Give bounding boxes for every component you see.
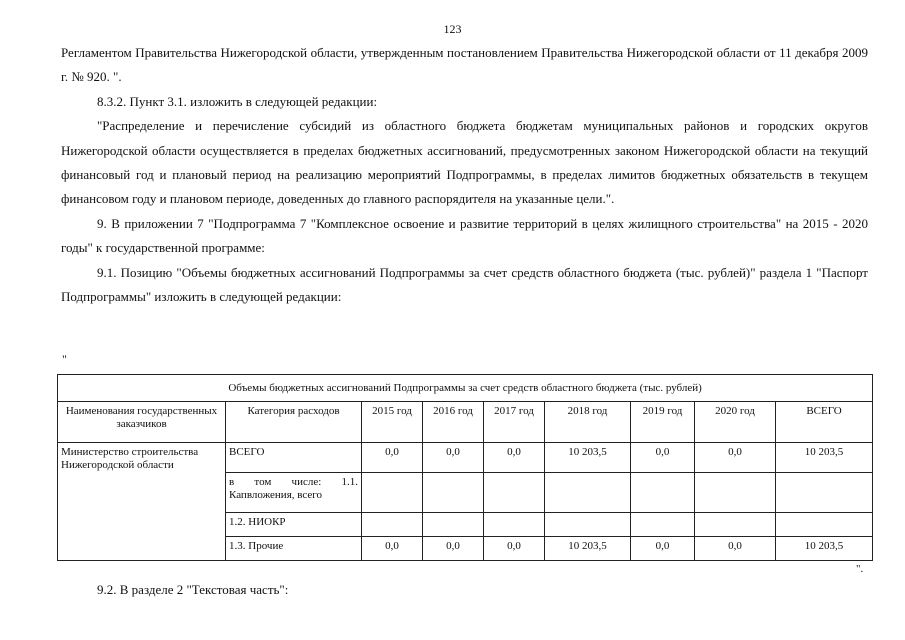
value-cell: 0,0 [631,443,695,473]
category-cell: 1.2. НИОКР [226,513,362,537]
page-number: 123 [443,22,462,36]
value-cell: 0,0 [695,443,776,473]
value-cell [631,473,695,513]
table-header-row [58,402,873,443]
value-cell: 0,0 [362,443,423,473]
header-category: Категория расходов [226,402,362,443]
value-cell [776,473,873,513]
value-cell [545,513,631,537]
table-title: Объемы бюджетных ассигнований Подпрограммы за счет средств областного бюджета (тыс. рублей) [58,375,873,402]
value-cell: 0,0 [423,537,484,561]
value-cell [776,513,873,537]
value-cell: 10 203,5 [545,443,631,473]
header-2019: 2019 год [631,402,695,443]
closing-quote: ". [856,563,864,575]
header-customers: Наименования государственных заказчиков [58,402,226,443]
value-cell [423,513,484,537]
value-cell [631,513,695,537]
value-cell: 10 203,5 [776,537,873,561]
header-2018: 2018 год [545,402,631,443]
value-cell [484,473,545,513]
value-cell [545,473,631,513]
category-cell: ВСЕГО [226,443,362,473]
table-title-row [58,375,873,402]
value-cell: 10 203,5 [776,443,873,473]
value-cell: 0,0 [484,443,545,473]
value-cell: 0,0 [423,443,484,473]
value-cell [484,513,545,537]
value-cell: 0,0 [484,537,545,561]
category-cell: в том числе: 1.1. Капвложения, всего [226,473,362,513]
body-text [61,41,868,309]
value-cell: 10 203,5 [545,537,631,561]
paragraph-9: 9. В приложении 7 "Подпрограмма 7 "Комплексное освоение и развитие территорий в целях жилищного строительства" на 2015 - 2020 годы" к государственной программе: [61,215,868,256]
table-row [58,443,873,473]
value-cell: 0,0 [362,537,423,561]
value-cell: 0,0 [695,537,776,561]
header-2015: 2015 год [362,402,423,443]
value-cell [362,473,423,513]
paragraph-quote-subsidies: "Распределение и перечисление субсидий из областного бюджета бюджетам муниципальных районов и городских округов Нижегородской области осуществляется в пределах бюджетных ассигнований, предусмотренных законом Нижегородской области на текущий финансовый год и плановый период на реализацию мероприятий Подпрограммы, в пределах лимитов бюджетных обязательств в текущем финансовом году и плановом периоде, доведенных до главного распорядителя на указанные цели.". [61,118,868,207]
header-2020: 2020 год [695,402,776,443]
value-cell [423,473,484,513]
paragraph-9-1: 9.1. Позицию "Объемы бюджетных ассигнований Подпрограммы за счет средств областного бюджета (тыс. рублей)" раздела 1 "Паспорт Подпрограммы" изложить в следующей редакции: [61,264,868,305]
opening-quote: " [62,352,67,366]
value-cell: 0,0 [631,537,695,561]
header-2016: 2016 год [423,402,484,443]
header-total: ВСЕГО [776,402,873,443]
customer-cell: Министерство строительства Нижегородской области [58,443,226,561]
paragraph-continuation: Регламентом Правительства Нижегородской области, утвержденным постановлением Правительства Нижегородской области от 11 декабря 2009 г. № 920. ". [61,45,868,85]
value-cell [362,513,423,537]
paragraph-9-2: 9.2. В разделе 2 "Текстовая часть": [97,582,289,597]
category-cell: 1.3. Прочие [226,537,362,561]
header-2017: 2017 год [484,402,545,443]
value-cell [695,513,776,537]
budget-table [57,374,873,561]
value-cell [695,473,776,513]
paragraph-8-3-2: 8.3.2. Пункт 3.1. изложить в следующей редакции: [97,93,378,109]
